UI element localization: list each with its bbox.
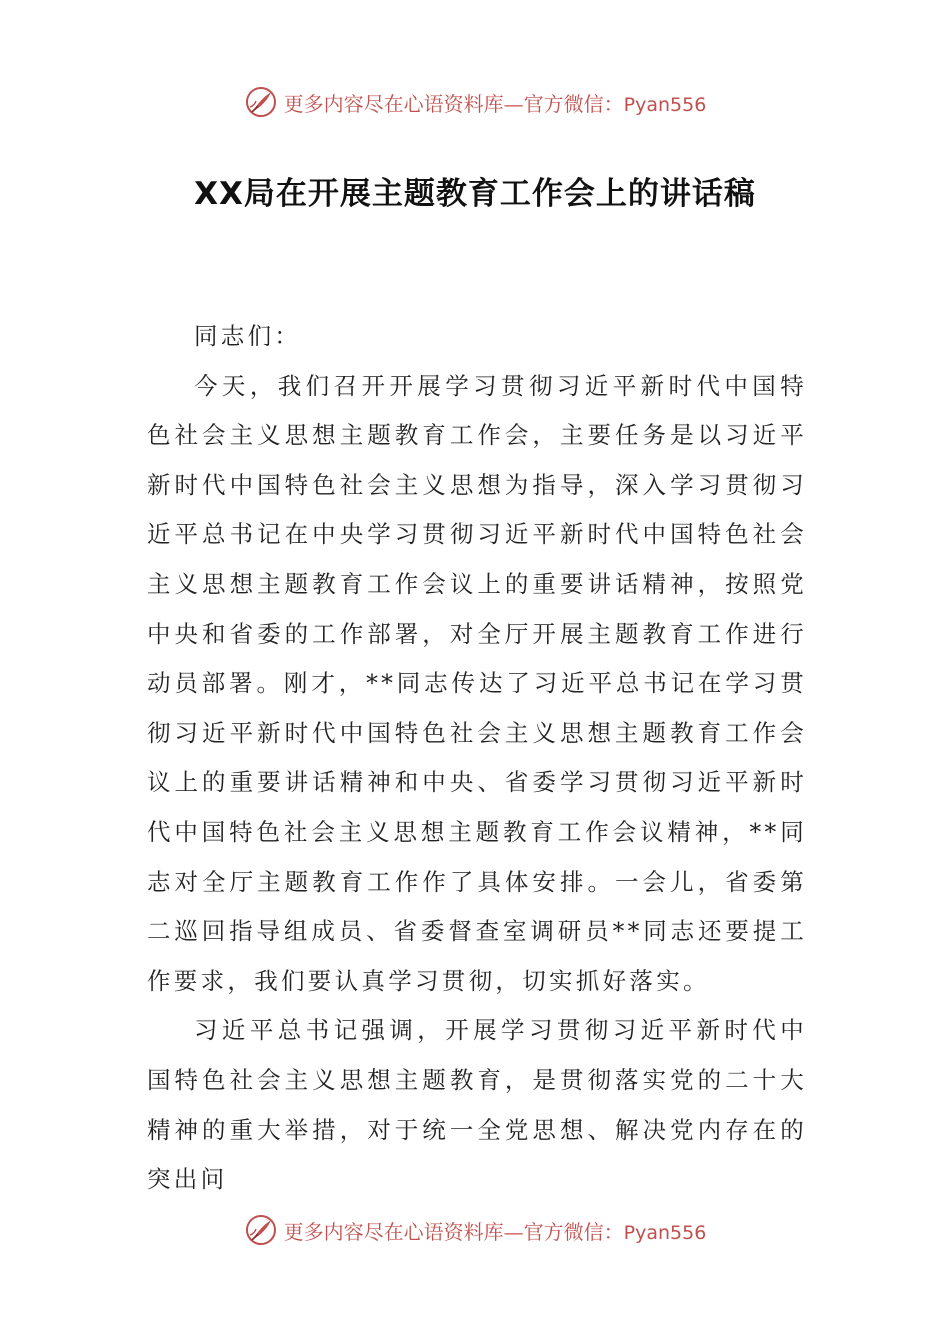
banner-text <box>284 1216 707 1245</box>
quill-logo-icon <box>244 85 278 119</box>
wechat-id: Pyan556 <box>623 1221 707 1244</box>
header-banner <box>0 80 950 124</box>
document-body <box>147 312 807 1205</box>
body-paragraph: 今天，我们召开开展学习贯彻习近平新时代中国特色社会主义思想主题教育工作会，主要任务是以习近平新时代中国特色社会主义思想为指导，深入学习贯彻习近平总书记在中央学习贯彻习近平新时代中国特色社会主义思想主题教育工作会议上的重要讲话精神，按照党中央和省委的工作部署，对全厅开展主题教育工作进行动员部署。刚才，**同志传达了习近平总书记在学习贯彻习近平新时代中国特色社会主义思想主题教育工作会议上的重要讲话精神和中央、省委学习贯彻习近平新时代中国特色社会主义思想主题教育工作会议精神，**同志对全厅主题教育工作作了具体安排。一会儿，省委第二巡回指导组成员、省委督查室调研员**同志还要提工作要求，我们要认真学习贯彻，切实抓好落实。 <box>147 371 807 995</box>
salutation: 同志们： <box>194 322 302 350</box>
footer-banner <box>0 1208 950 1252</box>
banner-text <box>284 88 707 117</box>
quill-logo-icon <box>244 1213 278 1247</box>
document-title: XX局在开展主题教育工作会上的讲话稿 <box>194 176 756 212</box>
wechat-id: Pyan556 <box>623 93 707 116</box>
body-paragraph: 习近平总书记强调，开展学习贯彻习近平新时代中国特色社会主义思想主题教育，是贯彻落实党的二十大精神的重大举措，对于统一全党思想、解决党内存在的突出问 <box>147 1016 807 1194</box>
banner-slogan: 更多内容尽在心语资料库—官方微信： <box>283 91 624 116</box>
banner-slogan: 更多内容尽在心语资料库—官方微信： <box>283 1219 624 1244</box>
